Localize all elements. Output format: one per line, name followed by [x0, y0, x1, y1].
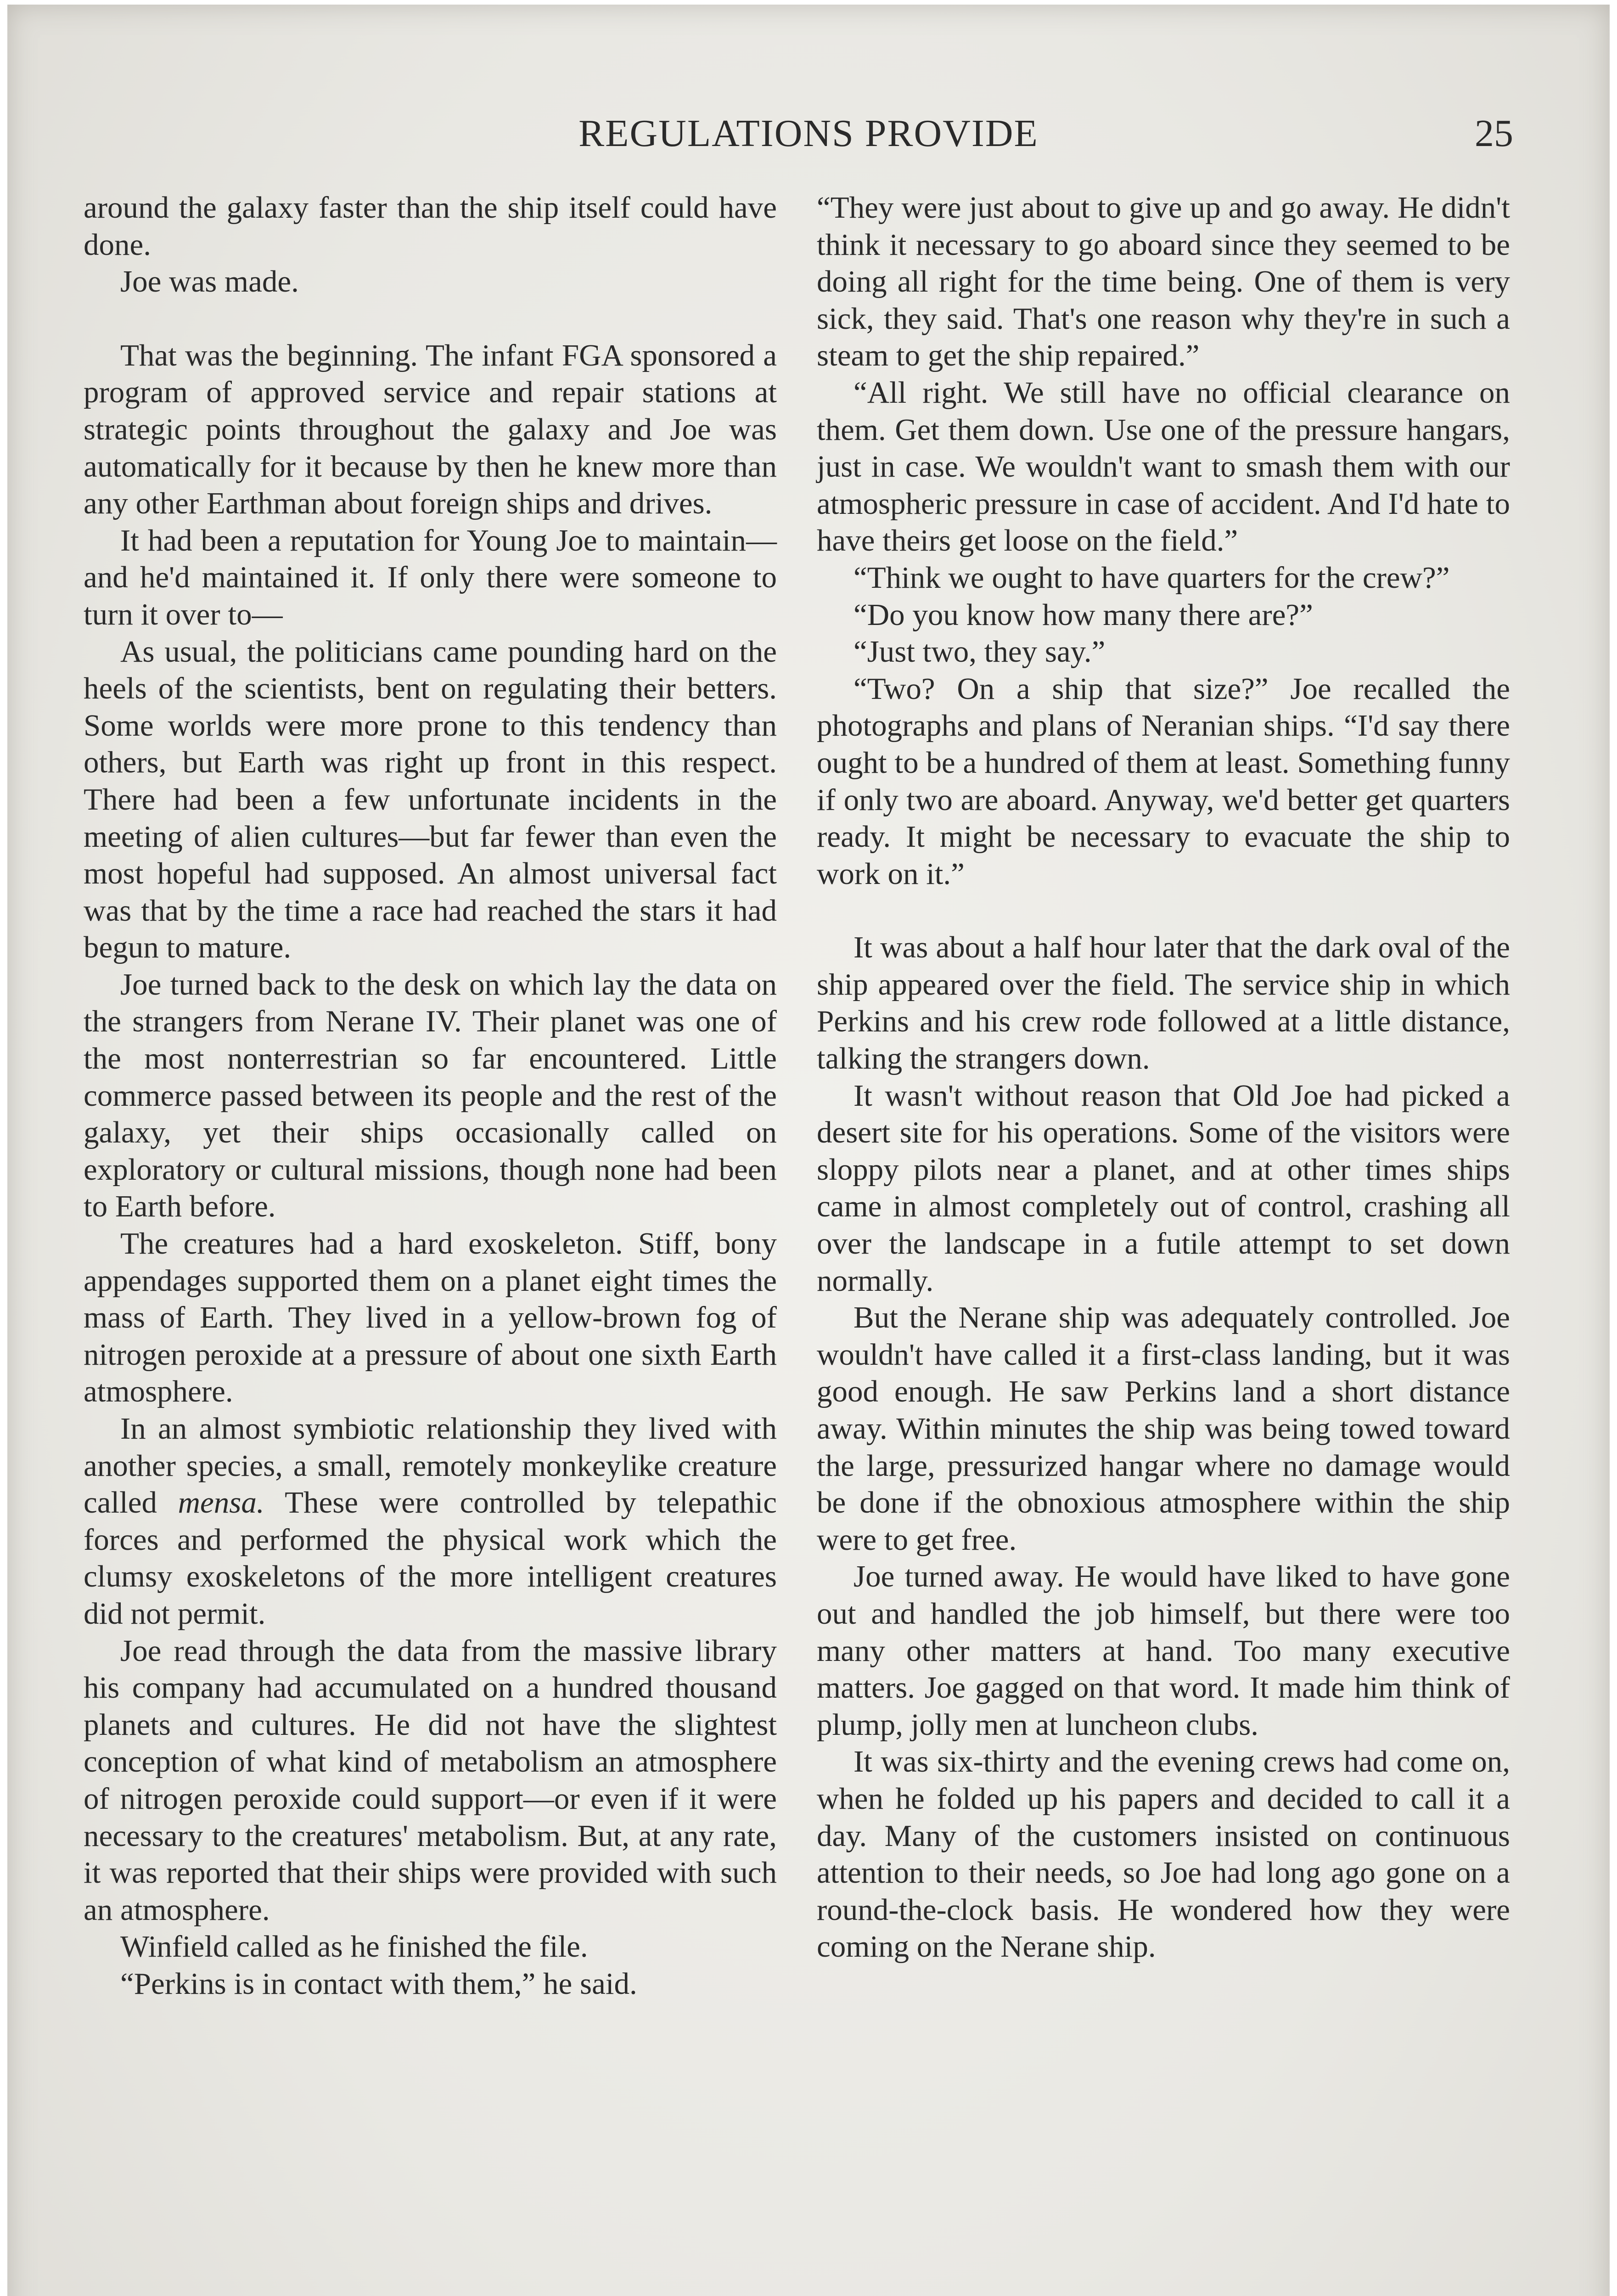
paragraph: It was about a half hour later that the dark oval of the ship appeared over the field. The service ship in which Perkins and his crew rode followed at a little distance, talking the strangers down.	[817, 930, 1510, 1076]
page-number: 25	[1475, 112, 1513, 155]
book-page	[7, 5, 1610, 2296]
paragraph: It was six-thirty and the evening crews had come on, when he folded up his papers and decided to call it a day. Many of the customers insisted on continuous attention to their needs, so Joe had long ago gone on a round-the-clock basis. He wondered how they were coming on the Nerane ship.	[817, 1745, 1510, 1964]
paragraph: “All right. We still have no official clearance on them. Get them down. Use one of the pressure hangars, just in case. We wouldn't want to smash them with our atmospheric pressure in case of accident. And I'd hate to have theirs get loose on the field.”	[817, 375, 1510, 558]
paragraph: Joe turned away. He would have liked to have gone out and handled the job himself, but there were too many other matters at hand. Too many executive matters. Joe gagged on that word. It made him think of plump, jolly men at luncheon clubs.	[817, 1559, 1510, 1742]
paragraph: Winfield called as he finished the file.	[120, 1930, 588, 1964]
paragraph-text: These were controlled by telepathic forces and performed the physical work which the clumsy exoskeletons of the more intelligent creatures did not permit.	[84, 1486, 777, 1631]
paragraph: But the Nerane ship was adequately controlled. Joe wouldn't have called it a first-class landing, but it was good enough. He saw Perkins land a short distance away. Within minutes the ship was being towed toward the large, pressurized hangar where no damage would be done if the obnoxious atmosphere within the ship were to get free.	[817, 1300, 1510, 1557]
running-title: REGULATIONS PROVIDE	[578, 112, 1039, 155]
paragraph	[84, 1410, 777, 1632]
paragraph: That was the beginning. The infant FGA sponsored a program of approved service and repair stations at strategic points throughout the galaxy and Joe was automatically for it because by then he knew more than any other Earthman about foreign ships and drives.	[84, 338, 777, 521]
right-column	[817, 189, 1510, 1965]
paragraph-text: In an almost symbiotic relationship they lived with another species, a small, remotely monkeylike creature called	[84, 1412, 777, 1520]
paragraph: Joe was made.	[120, 264, 299, 299]
paragraph: “Think we ought to have quarters for the crew?”	[853, 560, 1450, 595]
page-header	[7, 111, 1610, 162]
paragraph: As usual, the politicians came pounding hard on the heels of the scientists, bent on regulating their betters. Some worlds were more prone to this tendency than others, but Earth was right up front in this respect. There had been a few unfortunate incidents in the meeting of alien cultures—but far fewer than even the most hopeful had supposed. An almost universal fact was that by the time a race had reached the stars it had begun to mature.	[84, 634, 777, 965]
paragraph: around the galaxy faster than the ship itself could have done.	[84, 191, 777, 262]
paragraph: “They were just about to give up and go away. He didn't think it necessary to go aboard since they seemed to be doing all right for the time being. One of them is very sick, they said. That's one reason why they're in such a steam to get the ship repaired.”	[817, 191, 1510, 373]
paragraph: “Do you know how many there are?”	[853, 597, 1313, 632]
paragraph: It had been a reputation for Young Joe to maintain—and he'd maintained it. If only there were someone to turn it over to—	[84, 523, 777, 631]
paragraph: Joe read through the data from the massive library his company had accumulated on a hundred thousand planets and cultures. He did not have the slightest conception of what kind of metabolism an atmosphere of nitrogen peroxide could support—or even if it were necessary to the creatures' metabolism. But, at any rate, it was reported that their ships were provided with such an atmosphere.	[84, 1633, 777, 1927]
paragraph: The creatures had a hard exoskeleton. Stiff, bony appendages supported them on a planet eight times the mass of Earth. They lived in a yellow-brown fog of nitrogen peroxide at a pressure of about one sixth Earth atmosphere.	[84, 1227, 777, 1409]
paragraph: “Just two, they say.”	[853, 635, 1106, 669]
italic-term: mensa.	[178, 1486, 264, 1520]
paragraph: “Two? On a ship that size?” Joe recalled the photographs and plans of Neranian ships. “I'd say there ought to be a hundred of them at least. Something funny if only two are aboard. Anyway, we'd better get quarters ready. It might be necessary to evacuate the ship to work on it.”	[817, 671, 1510, 891]
paragraph: Joe turned back to the desk on which lay the data on the strangers from Nerane IV. Their planet was one of the most nonterrestrian so far encountered. Little commerce passed between its people and the rest of the galaxy, yet their ships occasionally called on exploratory or cultural missions, though none had been to Earth before.	[84, 967, 777, 1224]
paragraph: “Perkins is in contact with them,” he said.	[120, 1966, 637, 2001]
paragraph: It wasn't without reason that Old Joe had picked a desert site for his operations. Some of the visitors were sloppy pilots near a planet, and at other times ships came in almost completely out of control, crashing all over the landscape in a futile attempt to set down normally.	[817, 1078, 1510, 1298]
left-column	[84, 189, 777, 2003]
